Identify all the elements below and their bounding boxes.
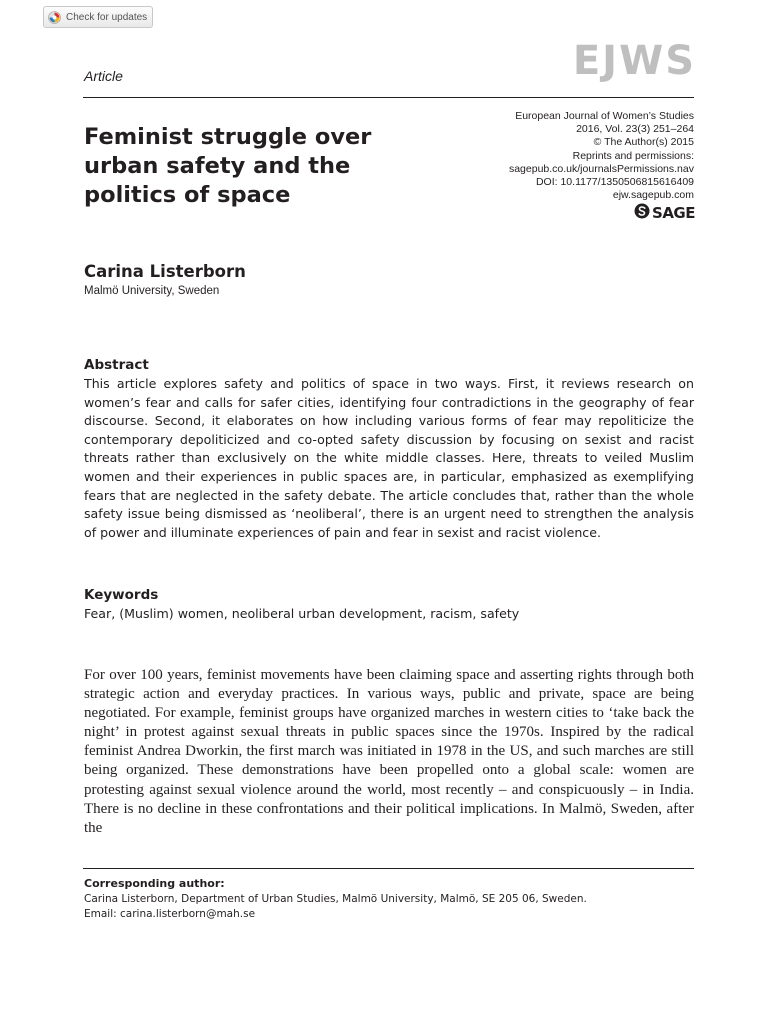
sage-logo-text: SAGE: [652, 204, 695, 222]
author-affiliation: Malmö University, Sweden: [84, 285, 220, 297]
meta-reprints: Reprints and permissions:: [572, 149, 694, 162]
corresponding-author-email[interactable]: Email: carina.listerborn@mah.se: [84, 908, 256, 920]
meta-journal-name: European Journal of Women’s Studies: [515, 110, 694, 122]
body-paragraph: For over 100 years, feminist movements have been claiming space and asserting rights through both strategic action and everyday practices. In various ways, public and private, space are being negotiated. For example, feminist groups have organized marches in western cities to ‘take back the night’ in protest against sexual threats in public spaces since the 1970s. Inspired by the radical feminist Andrea Dworkin, the first march was initiated in 1978 in the US, and such marches are still being organized. These demonstrations have been propelled onto a global scale: women are protesting against sexual violence around the world, most recently – and conspicuously – in India. There is no decline in these confrontations and their political implications. In Malmö, Sweden, after the: [84, 667, 694, 836]
meta-volume: 2016, Vol. 23(3) 251–264: [576, 123, 694, 136]
meta-permissions-link[interactable]: sagepub.co.uk/journalsPermissions.nav: [508, 162, 694, 175]
journal-metadata: [470, 110, 694, 202]
abstract-heading: Abstract: [84, 357, 149, 373]
article-title: Feminist struggle over urban safety and the politics of space: [84, 124, 372, 208]
corresponding-author-heading: Corresponding author:: [84, 877, 225, 890]
corresponding-author-address: Carina Listerborn, Department of Urban Studies, Malmö University, Malmö, SE 205 06, Sweden.: [84, 893, 587, 905]
publisher-logo: [615, 204, 695, 222]
author-name: Carina Listerborn: [84, 262, 246, 281]
meta-website-link[interactable]: ejw.sagepub.com: [612, 189, 694, 202]
journal-logo: EJWS: [572, 38, 696, 84]
section-label: Article: [84, 68, 123, 84]
meta-doi[interactable]: DOI: 10.1177/1350506815616409: [535, 176, 694, 189]
check-for-updates-icon: [48, 11, 61, 24]
footer-divider: [83, 868, 694, 869]
keywords-text: Fear, (Muslim) women, neoliberal urban development, racism, safety: [84, 606, 520, 621]
sage-logo-icon: [634, 203, 650, 224]
abstract-text: This article explores safety and politics of space in two ways. First, it reviews research on women’s fear and calls for safer cities, identifying four contradictions in the geography of fear discourse. Second, it elaborates on how including various forms of fear may repoliticize the contemporary depoliticized and co-opted safety discussion by focusing on sexist and racist threats rather than exclusively on the white middle classes. Here, threats to veiled Muslim women and their experiences in public spaces are, in particular, emphasized as exemplifying fears that are neglected in the safety debate. The article concludes that, rather than the whole safety issue being dismissed as ‘neoliberal’, there is an urgent need to strengthen the analysis of power and illuminate experiences of pain and fear in sexist and racist violence.: [84, 376, 694, 540]
header-divider: [83, 97, 694, 98]
keywords-heading: Keywords: [84, 587, 159, 603]
meta-copyright: © The Author(s) 2015: [593, 136, 694, 149]
check-for-updates-button[interactable]: [43, 6, 153, 28]
check-for-updates-label: Check for updates: [66, 11, 148, 23]
